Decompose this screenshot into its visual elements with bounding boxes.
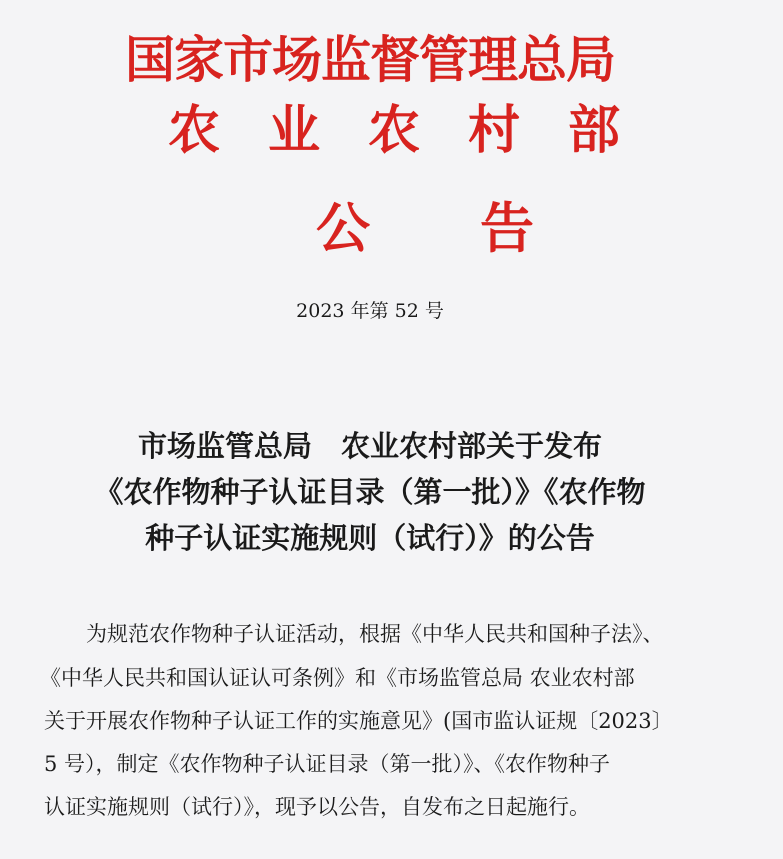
title-line: 《农作物种子认证目录（第一批）》《农作物 (94, 475, 646, 509)
body-line: 5 号），制定《农作物种子认证目录（第一批）》、《农作物种子 (44, 752, 611, 776)
title-line: 种子认证实施规则（试行）》的公告 (145, 521, 595, 555)
document-number: 2023 年第 52 号 (296, 300, 444, 322)
doc-type-heading: 公告 (316, 197, 644, 260)
body-line: 为规范农作物种子认证活动，根据《中华人民共和国种子法》、 (44, 622, 664, 646)
issuer-line-1: 国家市场监督管理总局 (125, 31, 615, 89)
title-line: 市场监管总局 农业农村部关于发布 (137, 429, 602, 463)
issuer-line-2: 农业农村部 (167, 101, 668, 161)
body-line: 《中华人民共和国认证认可条例》和《市场监管总局 农业农村部 (40, 666, 635, 690)
body-line: 认证实施规则（试行）》，现予以公告，自发布之日起施行。 (44, 795, 590, 819)
body-line: 关于开展农作物种子认证工作的实施意见》(国市监认证规〔2023〕 (44, 709, 673, 733)
